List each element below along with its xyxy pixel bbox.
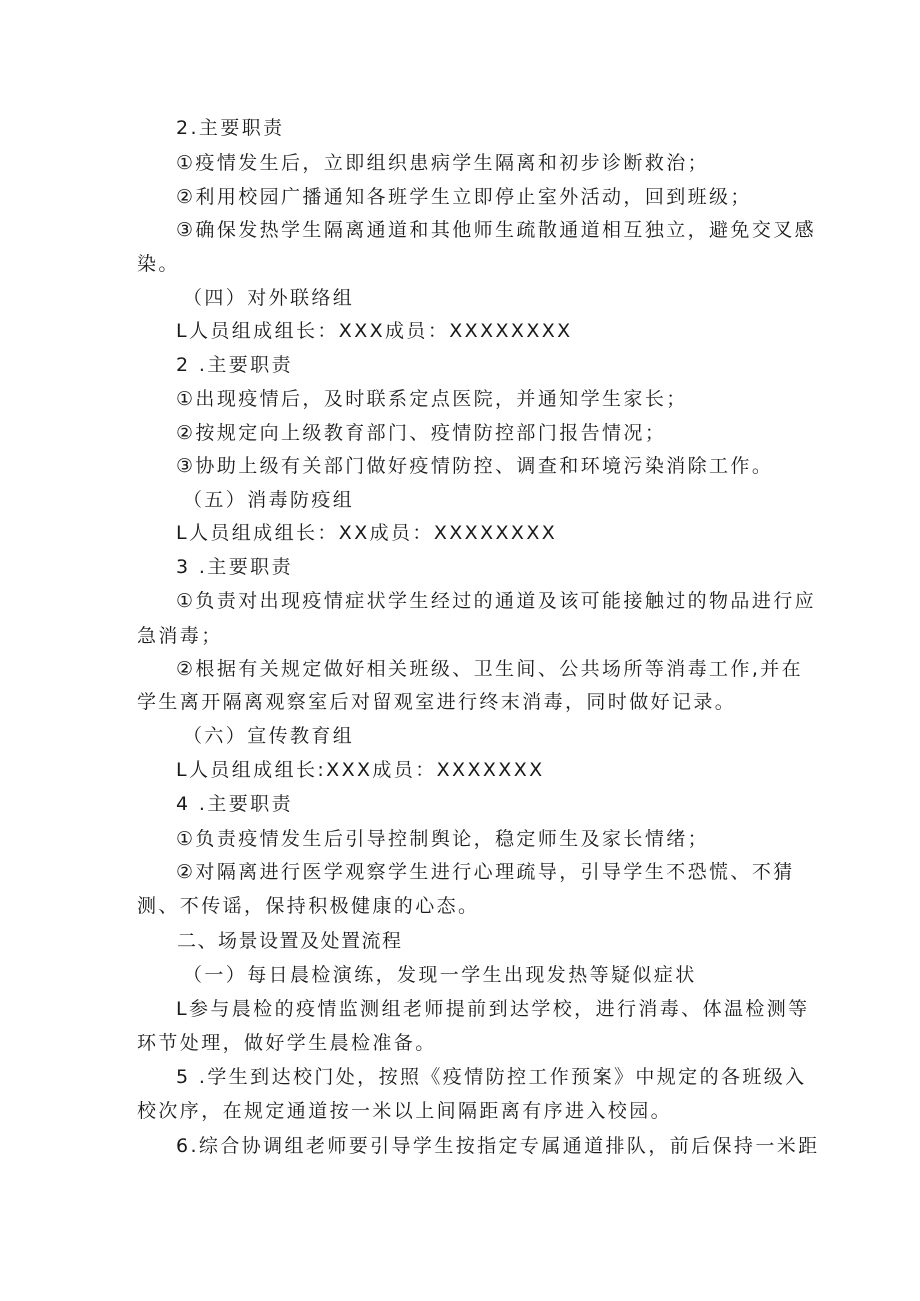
- subsection-heading: （五）消毒防疫组: [183, 489, 355, 511]
- section-heading: 2 .主要职责: [176, 354, 293, 376]
- paragraph-line: ①负责疫情发生后引导控制舆论，稳定师生及家长情绪；: [176, 828, 710, 850]
- paragraph-line: 学生离开隔离观察室后对留观室进行终末消毒，同时做好记录。: [137, 691, 737, 713]
- paragraph-line: L参与晨检的疫情监测组老师提前到达学校，进行消毒、体温检测等: [176, 998, 810, 1020]
- paragraph-line: ③协助上级有关部门做好疫情防控、调查和环境污染消除工作。: [176, 455, 774, 477]
- paragraph-line: ①疫情发生后，立即组织患病学生隔离和初步诊断救治；: [176, 152, 710, 174]
- section-heading: 3 .主要职责: [176, 556, 293, 578]
- paragraph-line: ②利用校园广播通知各班学生立即停止室外活动，回到班级；: [176, 186, 752, 208]
- subsection-heading: （一）每日晨检演练，发现一学生出现发热等疑似症状: [183, 964, 697, 986]
- section-heading: 4 .主要职责: [176, 793, 293, 815]
- paragraph-line: 6.综合协调组老师要引导学生按指定专属通道排队，前后保持一米距: [176, 1135, 820, 1157]
- paragraph-line: ③确保发热学生隔离通道和其他师生疏散通道相互独立，避免交叉感: [176, 219, 817, 241]
- paragraph-line: 测、不传谣，保持积极健康的心态。: [137, 895, 480, 917]
- subsection-heading: （四）对外联络组: [183, 287, 355, 309]
- paragraph-line: 环节处理，做好学生晨检准备。: [137, 1032, 437, 1054]
- paragraph-line: ②按规定向上级教育部门、疫情防控部门报告情况；: [176, 422, 667, 444]
- paragraph-line: L人员组成组长:XXX成员：XXXXXXX: [176, 759, 545, 781]
- paragraph-line: L人员组成组长：XX成员：XXXXXXXX: [176, 522, 558, 544]
- paragraph-line: ②对隔离进行医学观察学生进行心理疏导，引导学生不恐慌、不猜: [176, 861, 795, 883]
- chapter-heading: 二、场景设置及处置流程: [177, 930, 403, 952]
- paragraph-line: L人员组成组长：XXX成员：XXXXXXXX: [176, 320, 573, 342]
- paragraph-line: ②根据有关规定做好相关班级、卫生间、公共场所等消毒工作,并在: [176, 658, 804, 680]
- paragraph-line: 染。: [137, 253, 180, 275]
- paragraph-line: 5 .学生到达校门处，按照《疫情防控工作预案》中规定的各班级入: [176, 1066, 807, 1088]
- subsection-heading: （六）宣传教育组: [183, 725, 355, 747]
- section-heading: 2.主要职责: [176, 117, 285, 139]
- paragraph-line: ①出现疫情后，及时联系定点医院，并通知学生家长；: [176, 388, 688, 410]
- paragraph-line: ①负责对出现疫情症状学生经过的通道及该可能接触过的物品进行应: [176, 590, 817, 612]
- paragraph-line: 急消毒；: [137, 625, 223, 647]
- paragraph-line: 校次序，在规定通道按一米以上间隔距离有序进入校园。: [137, 1100, 673, 1122]
